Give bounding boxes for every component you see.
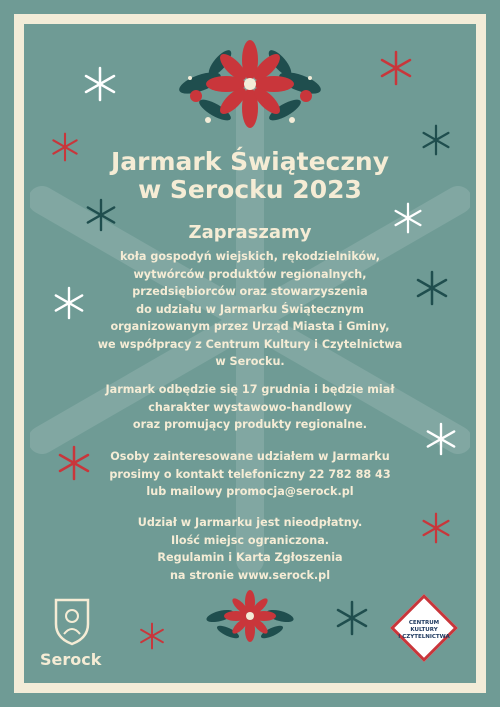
text-line: Osoby zainteresowane udziałem w Jarmarku xyxy=(110,450,390,463)
snowflake-icon xyxy=(56,445,92,481)
subtitle: Zapraszamy xyxy=(188,222,312,243)
poinsettia-top-icon xyxy=(160,38,340,133)
text-line: Ilość miejsc ograniczona. xyxy=(170,533,330,547)
text-line: Jarmark odbędzie się 17 grudnia i będzie miał xyxy=(105,383,395,396)
info-paragraph xyxy=(95,514,405,584)
snowflake-icon xyxy=(378,50,414,86)
page-title xyxy=(0,148,500,204)
text-line: do udziału w Jarmarku Świątecznym xyxy=(136,302,364,316)
text-line: prosimy o kontakt telefoniczny 22 782 88 43 xyxy=(109,467,391,481)
text-line: charakter wystawowo-handlowy xyxy=(148,400,352,414)
text-line: Udział w Jarmarku jest nieodpłatny. xyxy=(137,516,363,529)
serock-logo-text: Serock xyxy=(40,650,102,669)
snowflake-icon xyxy=(52,286,86,320)
snowflake-icon xyxy=(138,622,166,650)
serock-coat-of-arms-icon xyxy=(52,596,92,646)
text-line: koła gospodyń wiejskich, rękodzielników, xyxy=(119,250,381,263)
snowflake-icon xyxy=(414,270,450,306)
ck-logo-text xyxy=(396,620,452,644)
contact-paragraph xyxy=(95,448,405,501)
snowflake-icon xyxy=(334,600,370,636)
ck-logo-line: I CZYTELNICTWA xyxy=(398,634,450,640)
text-line: w Serocku. xyxy=(215,355,285,368)
text-line: przedsiębiorców oraz stowarzyszenia xyxy=(132,285,368,298)
date-paragraph xyxy=(95,381,405,434)
ck-logo-line: CENTRUM xyxy=(408,620,440,626)
text-line: Regulamin i Karta Zgłoszenia xyxy=(157,551,343,564)
poinsettia-bottom-icon xyxy=(200,588,300,644)
text-line: wytwórców produktów regionalnych, xyxy=(133,267,367,281)
text-line: na stronie www.serock.pl xyxy=(169,568,331,582)
text-line: oraz promujący produkty regionalne. xyxy=(132,418,368,431)
snowflake-icon xyxy=(424,422,458,456)
text-line: lub mailowy promocja@serock.pl xyxy=(146,485,354,498)
snowflake-icon xyxy=(82,66,118,102)
snowflake-icon xyxy=(420,512,452,544)
title-line-1: Jarmark Świąteczny xyxy=(111,147,389,176)
title-line-2: w Serocku 2023 xyxy=(138,175,362,204)
text-line: organizowanym przez Urząd Miasta i Gminy, xyxy=(110,320,390,333)
text-line: we współpracy z Centrum Kultury i Czytelnictwa xyxy=(97,337,403,351)
invitation-paragraph xyxy=(95,248,405,371)
ck-logo-line: KULTURY xyxy=(410,627,438,633)
